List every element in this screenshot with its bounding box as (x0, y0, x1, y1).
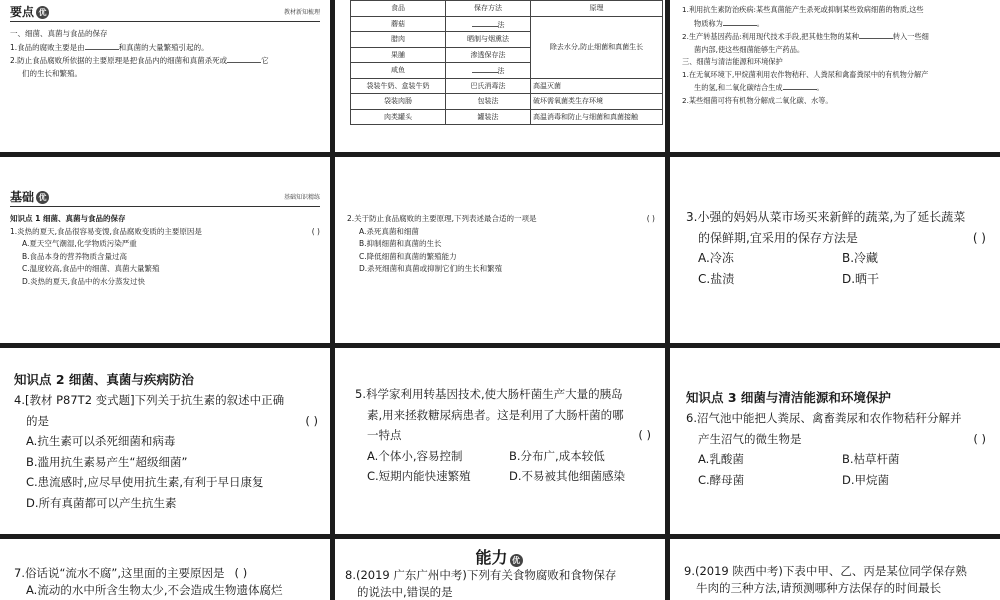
option-row (355, 466, 651, 487)
option: A.夏天空气潮湿,化学物质污染严重 (22, 239, 137, 248)
question-stem: 3.小强的妈妈从菜市场买来新鲜的蔬菜,为了延长蔬菜 (686, 210, 966, 224)
option: C.温度较高,食品中的细菌、真菌大量繁殖 (22, 264, 160, 273)
section-heading: 一、细菌、真菌与食品的保存 (10, 29, 108, 38)
knowledge-point-title: 知识点 3 细菌与清洁能源和环境保护 (686, 390, 891, 405)
section-heading: 三、细菌与清洁能源和环境保护 (682, 57, 783, 66)
question-stem: 牛肉的三种方法,请预测哪种方法保存的时间最长 (696, 581, 942, 595)
option: B.滥用抗生素易产生“超级细菌” (26, 454, 188, 469)
panel-q8 (335, 539, 665, 600)
option: D.所有真菌都可以产生抗生素 (26, 495, 177, 510)
table-cell: 腊肉 (351, 32, 446, 48)
table-cell: 蘑菇 (351, 16, 446, 32)
option: C.患流感时,应尽早使用抗生素,有利于早日康复 (26, 475, 264, 489)
section-title: 基础 (10, 190, 35, 205)
panel-q9 (670, 539, 1000, 600)
option-row (686, 470, 986, 491)
badge-icon: 优 (36, 6, 49, 19)
ability-header: 能力 优 (345, 549, 653, 567)
option: C.降低细菌和真菌的繁殖能力 (359, 251, 457, 261)
option: D.甲烷菌 (842, 472, 890, 487)
text-line: 菌内部,使这些细菌能够生产药品。 (694, 44, 805, 54)
table-header-cell: 食品 (351, 1, 446, 17)
question-stem: 6.沼气池中能把人粪尿、禽畜粪尿和农作物秸秆分解并 (686, 411, 962, 425)
text-line: 2.某些细菌可将有机物分解成二氧化碳、水等。 (682, 95, 833, 105)
panel-basic-q1 (0, 157, 330, 343)
question-stem: 5.科学家利用转基因技术,使大肠杆菌生产大量的胰岛 (355, 387, 623, 401)
table-cell: 袋装牛奶、盒装牛奶 (351, 78, 446, 94)
option: A.流动的水中所含生物太少,不会造成生物遗体腐烂 (26, 583, 283, 597)
option: C.短期内能快速繁殖 (367, 469, 471, 483)
table-cell: 渗透保存法 (446, 47, 531, 63)
option: B.枯草杆菌 (842, 452, 900, 466)
table-header-row (351, 1, 663, 17)
knowledge-point-title: 知识点 1 细菌、真菌与食品的保存 (10, 214, 126, 223)
table-row (351, 109, 663, 125)
option: A.乳酸菌 (698, 452, 744, 466)
badge-icon: 优 (36, 191, 49, 204)
question-stem: 的说法中,错误的是 (357, 585, 453, 599)
table-cell: 法 (446, 63, 531, 79)
text-line: 生的氢,和二氧化碳结合生成 。 (694, 83, 824, 92)
option: B.冷藏 (842, 251, 879, 265)
question-stem: 4.[教材 P87T2 变式题]下列关于抗生素的叙述中正确 (14, 393, 285, 407)
table-cell: 高温消毒和防止与细菌和真菌接触 (531, 109, 663, 125)
table-cell: 晒制与烟熏法 (446, 32, 531, 48)
table-cell: 罐装法 (446, 109, 531, 125)
question-stem: 2.关于防止食品腐败的主要原理,下列表述最合适的一项是 ( ) (347, 214, 655, 223)
option: D.不易被其他细菌感染 (509, 469, 626, 483)
section-header (10, 191, 320, 207)
panel-q5 (335, 348, 665, 534)
option-row (355, 446, 651, 467)
text-line: 1.在无氧环境下,甲烷菌利用农作物秸秆、人粪尿和禽畜粪尿中的有机物分解产 (682, 69, 929, 79)
option-row (686, 449, 986, 470)
table-cell: 肉类罐头 (351, 109, 446, 125)
text-line: 们的生长和繁殖。 (22, 68, 82, 78)
option-row (686, 269, 986, 290)
table-cell: 高温灭菌 (531, 78, 663, 94)
text-line: 1.利用抗生素防治疾病:某些真菌能产生杀死或抑制某些致病细菌的物质,这些 (682, 5, 924, 14)
option: A.抗生素可以杀死细菌和病毒 (26, 434, 176, 448)
panel-q3 (670, 157, 1000, 343)
table-row (351, 16, 663, 32)
table-row (351, 94, 663, 110)
table-cell: 咸鱼 (351, 63, 446, 79)
option: D.杀死细菌和真菌或抑制它们的生长和繁殖 (359, 264, 503, 273)
storage-table (350, 0, 663, 125)
table-cell-merged: 除去水分,防止细菌和真菌生长 (531, 16, 663, 78)
section-tag: 教材新知梳理 (283, 8, 320, 16)
table-header-cell: 原理 (531, 1, 663, 17)
option: D.晒干 (842, 271, 880, 286)
panel-key-points (0, 0, 330, 152)
option: C.盐渍 (698, 271, 735, 286)
table-row (351, 78, 663, 94)
text-line: 2.生产转基因药品:利用现代技术手段,把其他生物的某种 转入一些细 (682, 32, 929, 41)
question-stem: 一特点 ( ) (367, 428, 651, 442)
table-cell: 果脯 (351, 47, 446, 63)
option-row (686, 248, 986, 269)
section-tag: 基础知识精练 (283, 193, 320, 201)
table-header-cell: 保存方法 (446, 1, 531, 17)
section-header (10, 6, 320, 22)
option: B.食品本身的营养物质含量过高 (22, 251, 128, 261)
knowledge-point-title: 知识点 2 细菌、真菌与疾病防治 (14, 372, 194, 387)
text-line: 2.防止食品腐败所依据的主要原理是把食品内的细菌和真菌杀死或 它 (10, 56, 269, 65)
question-stem: 的保鲜期,宜采用的保存方法是 ( ) (698, 230, 986, 245)
option: A.冷冻 (698, 251, 734, 265)
text-line: 1.食品的腐败主要是由 和真菌的大量繁殖引起的。 (10, 42, 209, 52)
question-stem: 素,用来拯救糖尿病患者。这是利用了大肠杆菌的哪 (367, 407, 624, 422)
panel-q2 (335, 157, 665, 343)
question-stem: 1.炎热的夏天,食品很容易变馊,食品腐败变质的主要原因是 ( ) (10, 226, 320, 236)
panel-q7 (0, 539, 330, 600)
panel-key-points-continued (670, 0, 1000, 152)
panel-q4 (0, 348, 330, 534)
question-stem: 产生沼气的微生物是 ( ) (698, 431, 986, 446)
text-line: 物质称为 。 (694, 18, 764, 28)
question-stem: 8.(2019 广东广州中考)下列有关食物腐败和食物保存 (345, 568, 617, 582)
panel-storage-table (335, 0, 665, 152)
option: B.分布广,成本较低 (509, 448, 605, 463)
section-title: 要点 (10, 5, 35, 20)
question-stem: 7.俗话说“流水不腐”,这里面的主要原因是 ( ) (14, 566, 248, 580)
table-cell: 包装法 (446, 94, 531, 110)
table-cell: 袋装肉肠 (351, 94, 446, 110)
option: B.抑制细菌和真菌的生长 (359, 239, 442, 248)
panel-q6 (670, 348, 1000, 534)
option: D.炎热的夏天,食品中的水分蒸发过快 (22, 276, 146, 286)
option: C.酵母菌 (698, 472, 745, 487)
badge-icon: 优 (510, 554, 523, 567)
table-cell: 巴氏消毒法 (446, 78, 531, 94)
option: A.杀死真菌和细菌 (359, 226, 419, 236)
table-cell: 法 (446, 16, 531, 32)
question-stem: 9.(2019 陕西中考)下表中甲、乙、丙是某位同学保存熟 (684, 564, 967, 578)
option: A.个体小,容易控制 (367, 448, 463, 463)
question-stem: 的是 ( ) (26, 413, 318, 428)
table-cell: 破坏需氧菌类生存环境 (531, 94, 663, 110)
